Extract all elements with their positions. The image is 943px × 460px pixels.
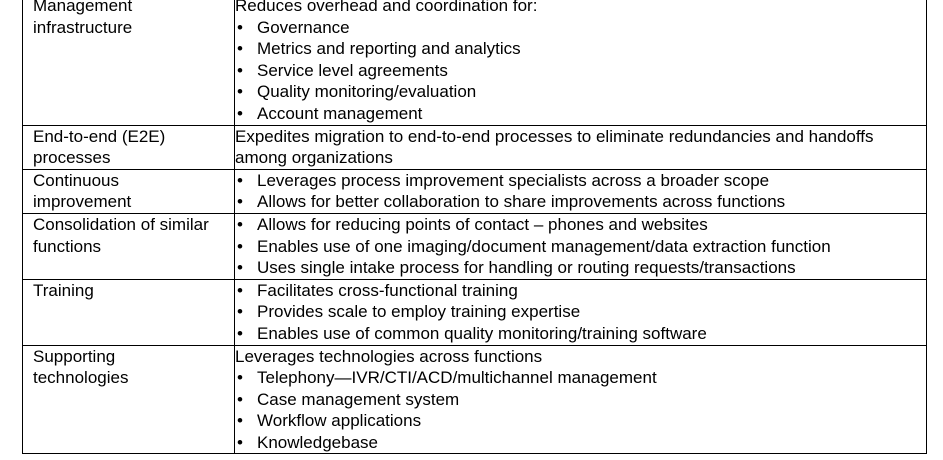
list-item <box>235 280 926 302</box>
bullet-icon: • <box>237 368 243 388</box>
row-label-cell <box>23 279 235 345</box>
row-label-cell <box>23 213 235 279</box>
list-item-text: Telephony—IVR/CTI/ACD/multichannel management <box>257 368 657 388</box>
row-label-cell <box>23 125 235 169</box>
list-item <box>235 323 926 345</box>
row-description-cell <box>235 125 927 169</box>
list-item <box>235 301 926 323</box>
list-item <box>235 81 926 103</box>
bullet-list <box>235 17 926 125</box>
row-label: Continuous improvement <box>33 170 132 212</box>
list-item-text: Enables use of common quality monitoring/training software <box>257 323 707 343</box>
list-item <box>235 103 926 125</box>
row-description-cell <box>235 279 927 345</box>
list-item-text: Case management system <box>257 389 460 409</box>
row-description-cell <box>235 213 927 279</box>
row-intro-text: Reduces overhead and coordination for: <box>235 0 538 15</box>
row-label-cell <box>23 345 235 454</box>
list-item <box>235 410 926 432</box>
benefits-table <box>22 0 927 454</box>
table-row <box>23 169 927 213</box>
bullet-icon: • <box>237 302 243 322</box>
bullet-icon: • <box>237 236 243 256</box>
row-label: Training <box>33 280 94 300</box>
list-item-text: Uses single intake process for handling or routing requests/transactions <box>257 258 796 278</box>
list-item <box>235 170 926 192</box>
table-row <box>23 125 927 169</box>
list-item-text: Facilitates cross-functional training <box>257 280 518 300</box>
row-label: Management infrastructure <box>33 0 133 37</box>
bullet-list <box>235 280 926 345</box>
bullet-icon: • <box>237 389 243 409</box>
bullet-list <box>235 170 926 213</box>
bullet-list <box>235 214 926 279</box>
bullet-icon: • <box>237 280 243 300</box>
bullet-icon: • <box>237 170 243 190</box>
bullet-icon: • <box>237 39 243 59</box>
list-item <box>235 191 926 213</box>
list-item <box>235 38 926 60</box>
list-item-text: Allows for better collaboration to share improvements across functions <box>257 192 786 212</box>
table-row <box>23 0 927 125</box>
bullet-icon: • <box>237 17 243 37</box>
list-item-text: Quality monitoring/evaluation <box>257 82 477 102</box>
row-label: End-to-end (E2E) processes <box>33 126 166 168</box>
list-item-text: Metrics and reporting and analytics <box>257 39 521 59</box>
bullet-icon: • <box>237 82 243 102</box>
bullet-icon: • <box>237 411 243 431</box>
row-description-cell <box>235 169 927 213</box>
bullet-icon: • <box>237 192 243 212</box>
list-item-text: Workflow applications <box>257 411 422 431</box>
bullet-icon: • <box>237 103 243 123</box>
bullet-icon: • <box>237 432 243 452</box>
list-item <box>235 257 926 279</box>
row-label-cell <box>23 0 235 125</box>
list-item-text: Service level agreements <box>257 60 448 80</box>
list-item-text: Leverages process improvement specialists across a broader scope <box>257 170 770 190</box>
bullet-icon: • <box>237 323 243 343</box>
row-intro-text: Expedites migration to end-to-end processes to eliminate redundancies and handoffs among organizations <box>235 126 874 168</box>
list-item-text: Governance <box>257 17 350 37</box>
row-description-cell <box>235 0 927 125</box>
list-item <box>235 214 926 236</box>
list-item <box>235 17 926 39</box>
table-row <box>23 279 927 345</box>
table-row <box>23 345 927 454</box>
bullet-icon: • <box>237 60 243 80</box>
row-label: Supporting technologies <box>33 346 129 388</box>
bullet-list <box>235 367 926 453</box>
row-label: Consolidation of similar functions <box>33 214 209 256</box>
list-item-text: Enables use of one imaging/document management/data extraction function <box>257 236 831 256</box>
list-item <box>235 432 926 454</box>
list-item <box>235 389 926 411</box>
list-item-text: Provides scale to employ training expertise <box>257 302 581 322</box>
bullet-icon: • <box>237 258 243 278</box>
list-item <box>235 60 926 82</box>
row-intro-text: Leverages technologies across functions <box>235 346 543 366</box>
list-item <box>235 236 926 258</box>
list-item-text: Knowledgebase <box>257 432 378 452</box>
row-label-cell <box>23 169 235 213</box>
bullet-icon: • <box>237 214 243 234</box>
table-row <box>23 213 927 279</box>
list-item <box>235 367 926 389</box>
list-item-text: Account management <box>257 103 423 123</box>
list-item-text: Allows for reducing points of contact – phones and websites <box>257 214 708 234</box>
row-description-cell <box>235 345 927 454</box>
